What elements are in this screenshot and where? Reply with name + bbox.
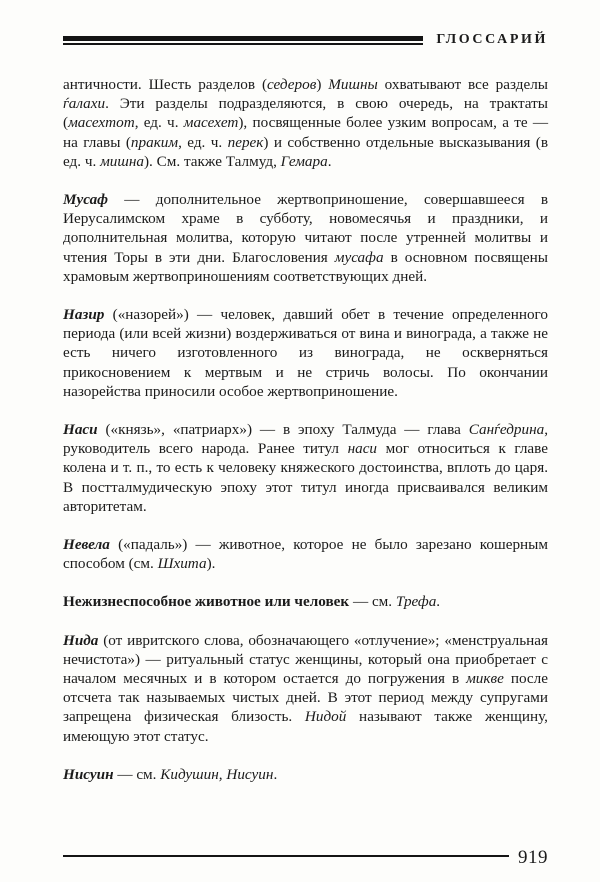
page-header-title: ГЛОССАРИЙ (436, 32, 548, 47)
page-footer (63, 847, 548, 869)
entry-term: Невела (63, 536, 110, 554)
entry-text-run: — дополнительное жертвоприношение, совершавшееся в Иерусалимском храме в субботу, новомесячья и праздники, и дополнительная молитва, которую читают после утренней молитвы и чтения Торы в эти дни. Благословения (63, 191, 548, 266)
entry-text-run: , ед. ч. (134, 114, 184, 132)
entry-text-run: (от ивритского слова, обозначающего «отлучение»; «менструальная нечистота») — ритуальный статус женщины, который она приобретает с началом месячных и в котором остается до погружения в (63, 631, 548, 688)
entry-text-run: . (273, 765, 278, 783)
entry-text-run: в основном посвящены храмовым жертвоприношениям соответствующих дней. (63, 248, 548, 285)
entry-nida (63, 631, 548, 746)
entry-nisuin (63, 765, 548, 784)
entry-term: Нежизнеспособное животное или человек (63, 593, 350, 611)
running-head (63, 32, 548, 47)
entry-text-run: праким (130, 133, 179, 151)
entry-text-run: Мишны (328, 76, 378, 93)
entry-text-run: масехет (183, 114, 239, 132)
entry-text-run: («назорей») — человек, давший обет в течение определенного периода (или всей жизни) воздерживаться от вина и винограда, а также не есть ничего изготовленного из винограда, не оскверняться прикосновением к мертвым и не стричь волосы. По окончании назорейства приносили особое жертвоприношение. (63, 306, 548, 400)
entry-text-run: Гемара (280, 152, 328, 170)
entry-text-run: седеров (267, 76, 317, 93)
entry-text-run: после отсчета так называемых чистых дней. В этот период между супругами запрещена физическая близость. (63, 670, 548, 726)
entry-text-run: Нидой (304, 708, 347, 726)
entry-text-run: ). См. также Талмуд, (143, 152, 281, 170)
entry-text-run: , руководитель всего народа. Ранее титул (63, 421, 548, 458)
entry-text-run: («падаль») — животное, которое не было зарезано кошерным способом (см. (63, 536, 548, 573)
entry-term: Нисуин (63, 765, 114, 783)
entry-term: Наси (63, 421, 98, 439)
entry-text-run: ѓалахи (63, 95, 106, 113)
entry-text-run: — см. (113, 765, 161, 783)
entry-text-run: наси (347, 440, 378, 458)
entry-term: Нида (63, 631, 99, 649)
entry-text-run: . (327, 152, 332, 170)
entry-text-run: Трефа (395, 593, 437, 611)
entry-text-run: мог относиться к главе колена и т. п., то есть к человеку княжеского достоинства, вплоть до царя. В постталмудическую эпоху этот титул иногда присваивался великим авторитетам. (63, 440, 548, 515)
entry-text-run: Кидушин, Нисуин (160, 765, 274, 783)
entry-text-run: масехтот (68, 114, 135, 132)
entry-text-run: называют также женщину, имеющую этот статус. (63, 708, 548, 745)
entry-text-run: мишна (100, 152, 144, 170)
entry-text-run: мусафа (334, 248, 384, 266)
entry-text-run: ), посвященные более узким вопросам, а те — на главы ( (63, 114, 549, 151)
page-number: 919 (518, 847, 548, 868)
entry-nasi (63, 420, 548, 516)
entry-text-run: . (436, 593, 441, 611)
header-double-rule (63, 36, 423, 46)
entry-nazir (63, 305, 548, 401)
entry-term: Мусаф (63, 191, 109, 209)
entry-musaf (63, 190, 548, 286)
entry-text-run: античности. Шесть разделов ( (63, 76, 268, 93)
entry-nevela (63, 535, 548, 573)
entry-text-run: ) (316, 76, 329, 93)
entry-text-run: , ед. ч. (178, 133, 228, 151)
entry-text-run: охватывают все разделы (377, 76, 548, 93)
entry-mishna-continuation (63, 75, 548, 171)
entry-text-run: — см. (349, 593, 396, 611)
entry-nezhiznesposobnoe (63, 592, 548, 611)
glossary-entries (63, 75, 548, 784)
entry-text-run: ). (206, 555, 216, 573)
entry-text-run: . Эти разделы подразделяются, в свою очередь, на трактаты ( (63, 95, 548, 132)
footer-rule (63, 855, 509, 857)
entry-text-run: («князь», «патриарх») — в эпоху Талмуда — глава (97, 421, 469, 439)
entry-text-run: Шхита (157, 555, 207, 573)
entry-term: Назир (63, 306, 105, 324)
entry-text-run: ) и собственно отдельные высказывания (в ед. ч. (63, 133, 548, 170)
entry-text-run: перек (227, 133, 264, 151)
entry-text-run: микве (466, 670, 504, 688)
entry-text-run: Санѓедрина (468, 421, 545, 439)
